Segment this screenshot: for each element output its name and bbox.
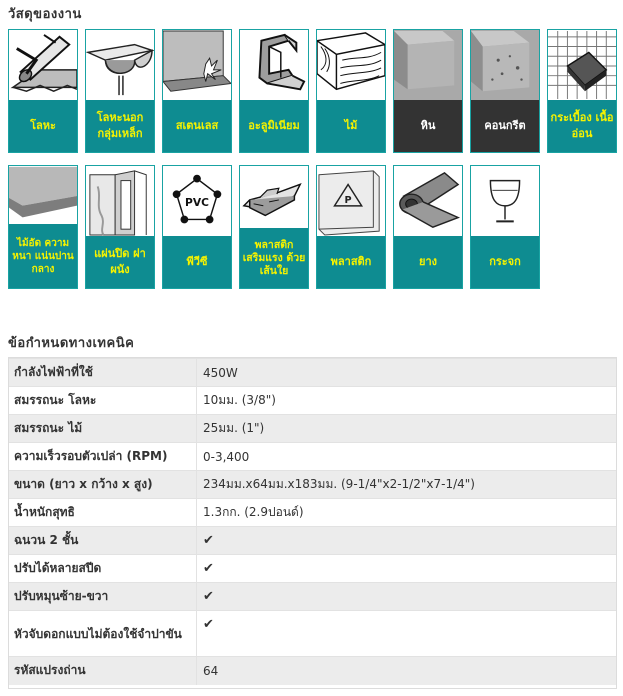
material-card-drywall[interactable] xyxy=(85,165,155,289)
materials-grid xyxy=(8,29,623,289)
material-card-nonferrous[interactable] xyxy=(85,29,155,153)
materials-row-1 xyxy=(8,29,623,153)
check-icon: ✔ xyxy=(197,555,618,583)
aluminum-profile-icon xyxy=(240,30,308,100)
rubber-roll-icon xyxy=(394,166,462,236)
spec-key: รหัสแปรงถ่าน xyxy=(8,657,197,685)
plastic-badge-text: P xyxy=(344,194,352,206)
spec-value: 450W xyxy=(197,359,618,387)
material-label: ไม้ xyxy=(317,100,385,152)
material-label: สเตนเลส xyxy=(163,100,231,152)
stone-block-icon xyxy=(394,30,462,100)
material-label: แผ่นปิด ฝาผนัง xyxy=(86,236,154,288)
material-label: โลหะ xyxy=(9,100,77,152)
table-row xyxy=(8,657,617,685)
check-icon: ✔ xyxy=(197,611,618,657)
spec-key: ขนาด (ยาว x กว้าง x สูง) xyxy=(8,471,197,499)
spec-value: 1.3กก. (2.9ปอนด์) xyxy=(197,499,618,527)
table-row xyxy=(8,499,617,527)
table-row xyxy=(8,527,617,555)
table-row xyxy=(8,471,617,499)
material-card-concrete[interactable] xyxy=(470,29,540,153)
table-row xyxy=(8,583,617,611)
spec-key: ความเร็วรอบตัวเปล่า (RPM) xyxy=(8,443,197,471)
material-label: ไม้อัด ความหนา แน่นปาน กลาง xyxy=(9,224,77,288)
pvc-badge-text: PVC xyxy=(185,195,209,209)
metal-pipe-icon xyxy=(9,30,77,100)
concrete-block-icon xyxy=(471,30,539,100)
material-card-stainless[interactable] xyxy=(162,29,232,153)
table-row xyxy=(8,359,617,387)
spec-value: 10มม. (3/8") xyxy=(197,387,618,415)
material-label: กระจก xyxy=(471,236,539,288)
spec-value: 64 xyxy=(197,657,618,685)
material-label: หิน xyxy=(394,100,462,152)
mdf-board-icon xyxy=(9,166,77,224)
spec-key: ฉนวน 2 ชั้น xyxy=(8,527,197,555)
material-card-aluminum[interactable] xyxy=(239,29,309,153)
material-card-rubber[interactable] xyxy=(393,165,463,289)
material-label: กระเบื้อง เนื้ออ่อน xyxy=(548,100,616,152)
spec-key: สมรรถนะ ไม้ xyxy=(8,415,197,443)
materials-row-2 xyxy=(8,165,623,289)
material-label: ยาง xyxy=(394,236,462,288)
table-row xyxy=(8,611,617,657)
check-icon: ✔ xyxy=(197,583,618,611)
fiberglass-boat-icon xyxy=(240,166,308,228)
material-card-fiberglass[interactable] xyxy=(239,165,309,289)
spec-value: 25มม. (1") xyxy=(197,415,618,443)
spec-key: สมรรถนะ โลหะ xyxy=(8,387,197,415)
spec-key: ปรับหมุนซ้าย-ขวา xyxy=(8,583,197,611)
spec-key: กำลังไฟฟ้าที่ใช้ xyxy=(8,359,197,387)
material-label: พลาสติก xyxy=(317,236,385,288)
material-label: โลหะนอก กลุ่มเหล็ก xyxy=(86,100,154,152)
material-label: คอนกรีต xyxy=(471,100,539,152)
materials-title: วัสดุของงาน xyxy=(8,7,82,22)
pvc-icon xyxy=(163,166,231,236)
table-row xyxy=(8,555,617,583)
glass-icon xyxy=(471,166,539,236)
material-card-wood[interactable] xyxy=(316,29,386,153)
material-label: พีวีซี xyxy=(163,236,231,288)
spec-key: หัวจับดอกแบบไม่ต้องใช้จำปาขัน xyxy=(8,611,197,657)
stainless-sheet-icon xyxy=(163,30,231,100)
spec-value: 0-3,400 xyxy=(197,443,618,471)
wood-beam-icon xyxy=(317,30,385,100)
plastic-recycle-icon xyxy=(317,166,385,236)
gutter-icon xyxy=(86,30,154,100)
material-label: พลาสติก เสริมแรง ด้วย เส้นใย xyxy=(240,228,308,288)
table-row xyxy=(8,387,617,415)
material-card-soft-tile[interactable] xyxy=(547,29,617,153)
specs-table xyxy=(8,358,617,685)
material-card-stone[interactable] xyxy=(393,29,463,153)
material-card-plastic[interactable] xyxy=(316,165,386,289)
soft-tile-icon xyxy=(548,30,616,100)
table-row xyxy=(8,415,617,443)
spec-key: ปรับได้หลายสปีด xyxy=(8,555,197,583)
drywall-panel-icon xyxy=(86,166,154,236)
material-card-glass[interactable] xyxy=(470,165,540,289)
material-label: อะลูมิเนียม xyxy=(240,100,308,152)
specs-title: ข้อกำหนดทางเทคนิค xyxy=(8,336,135,351)
check-icon: ✔ xyxy=(197,527,618,555)
spec-value: 234มม.x64มม.x183มม. (9-1/4"x2-1/2"x7-1/4") xyxy=(197,471,618,499)
spec-key: น้ำหนักสุทธิ xyxy=(8,499,197,527)
material-card-pvc[interactable] xyxy=(162,165,232,289)
table-row xyxy=(8,443,617,471)
material-card-mdf[interactable] xyxy=(8,165,78,289)
material-card-metal[interactable] xyxy=(8,29,78,153)
